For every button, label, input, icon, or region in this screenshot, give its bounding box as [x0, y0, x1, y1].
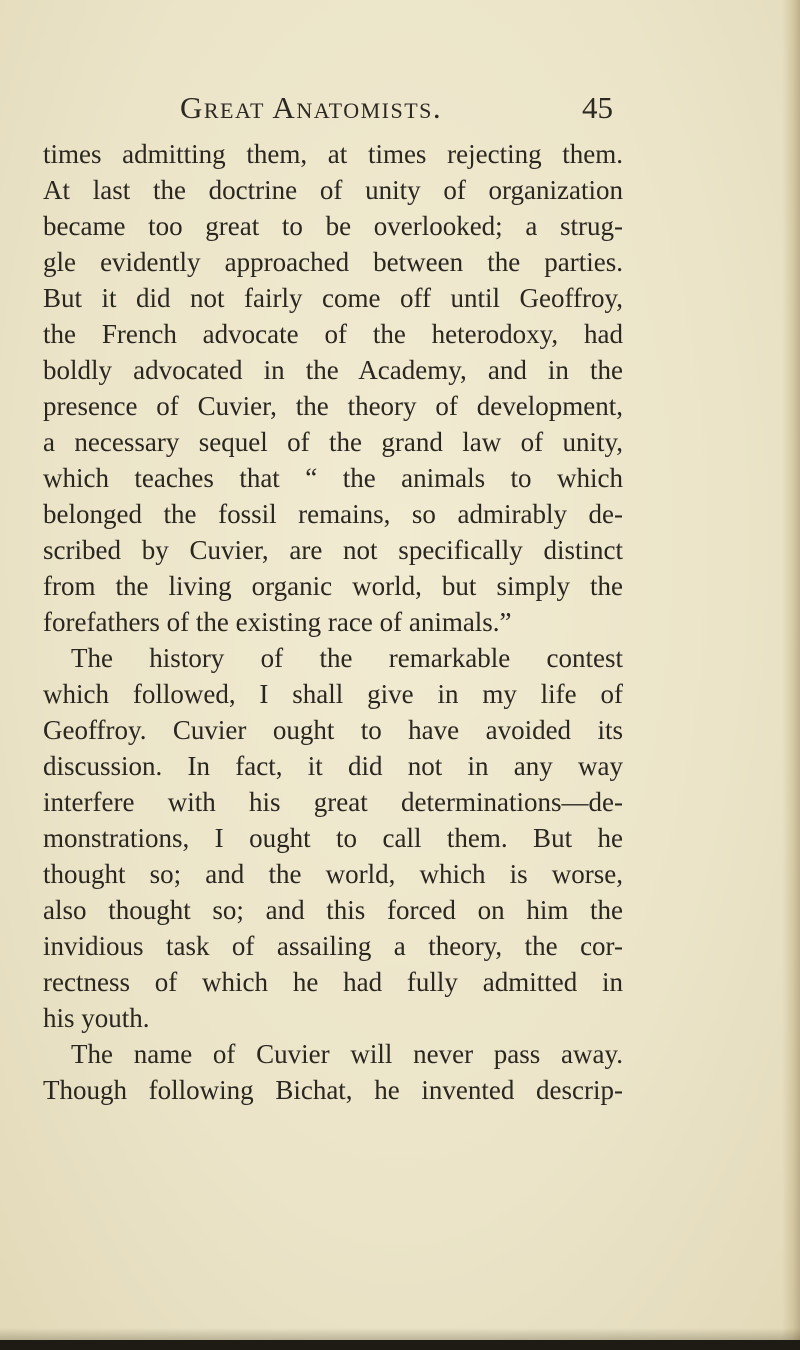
page-bottom-shadow: [0, 1328, 800, 1340]
text-line: times admitting them, at times rejecting them.: [43, 139, 623, 169]
text-line: interfere with his great determinations—de-: [43, 787, 623, 817]
page-number: 45: [582, 90, 613, 125]
text-line: Though following Bichat, he invented descrip-: [43, 1075, 623, 1105]
text-line: became too great to be overlooked; a strug-: [43, 211, 623, 241]
text-line: which teaches that “ the animals to which: [43, 463, 623, 493]
text-line: his youth.: [43, 1003, 150, 1033]
text-line: The history of the remarkable contest: [71, 643, 623, 673]
text-line: Geoffroy. Cuvier ought to have avoided its: [43, 715, 623, 745]
text-line: monstrations, I ought to call them. But he: [43, 823, 623, 853]
text-line: thought so; and the world, which is worse,: [43, 859, 623, 889]
text-line: a necessary sequel of the grand law of unity,: [43, 427, 623, 457]
page-bottom-edge: [0, 1340, 800, 1350]
text-line: scribed by Cuvier, are not specifically distinct: [43, 535, 623, 565]
text-line: rectness of which he had fully admitted in: [43, 967, 623, 997]
text-line: which followed, I shall give in my life of: [43, 679, 623, 709]
page-edge-shadow: [782, 0, 800, 1350]
text-line: The name of Cuvier will never pass away.: [71, 1039, 623, 1069]
text-line: from the living organic world, but simply the: [43, 571, 623, 601]
text-line: boldly advocated in the Academy, and in the: [43, 355, 623, 385]
text-line: also thought so; and this forced on him the: [43, 895, 623, 925]
text-line: belonged the fossil remains, so admirably de-: [43, 499, 623, 529]
text-line: the French advocate of the heterodoxy, had: [43, 319, 623, 349]
text-line: invidious task of assailing a theory, the cor-: [43, 931, 623, 961]
running-head: [0, 90, 800, 130]
text-line: presence of Cuvier, the theory of development,: [43, 391, 623, 421]
text-line: gle evidently approached between the parties.: [43, 247, 623, 277]
body-text: [43, 136, 623, 1108]
text-line: forefathers of the existing race of animals.”: [43, 607, 512, 637]
text-line: discussion. In fact, it did not in any way: [43, 751, 623, 781]
running-head-title: Great Anatomists.: [180, 90, 443, 125]
text-line: At last the doctrine of unity of organization: [43, 175, 623, 205]
text-line: But it did not fairly come off until Geoffroy,: [43, 283, 623, 313]
